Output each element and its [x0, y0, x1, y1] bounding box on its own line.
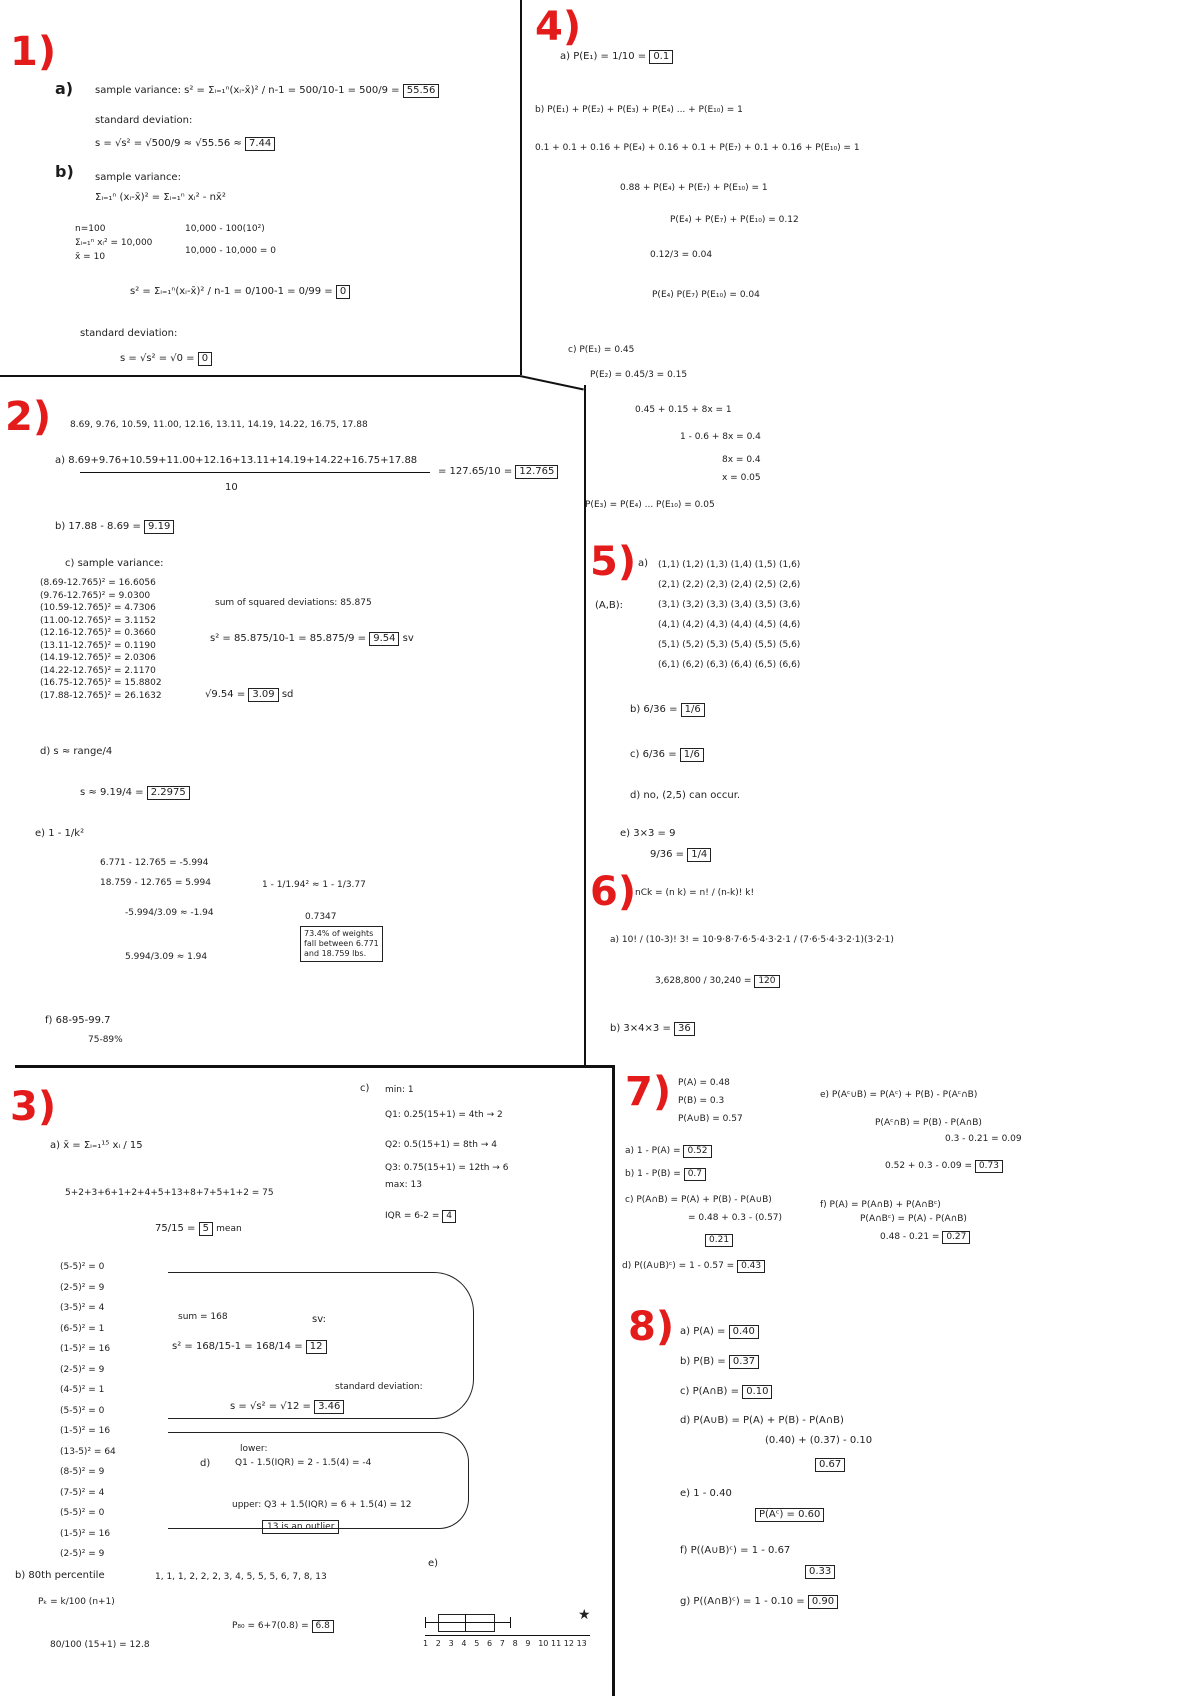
- p8-e-answer: P(Aᶜ) = 0.60: [755, 1508, 824, 1522]
- p7-a-answer: 0.52: [683, 1145, 711, 1158]
- p3-b-p80-answer: 6.8: [312, 1620, 334, 1633]
- p1-b-var-text: s² = Σᵢ₌₁ⁿ(xᵢ-x̄)² / n-1 = 0/100-1 = 0/99 =: [130, 286, 333, 297]
- p2-c-deviation-row: (14.22-12.765)² = 2.1170: [40, 665, 156, 676]
- p8-d-answer-line: [815, 1458, 845, 1472]
- p8-f-line: f) P((A∪B)ᶜ) = 1 - 0.67: [680, 1545, 791, 1556]
- p3-a-sum: 5+2+3+6+1+2+4+5+13+8+7+5+1+2 = 75: [65, 1188, 274, 1198]
- p1-b-line1: sample variance:: [95, 172, 181, 183]
- problem-7-number: 7): [625, 1069, 672, 1115]
- p1-b-sum: Σᵢ₌₁ⁿ xᵢ² = 10,000: [75, 238, 153, 248]
- boxplot-tick-label: 7: [499, 1639, 505, 1648]
- p1-b-sd-text: s = √s² = √0 =: [120, 353, 195, 364]
- p2-c-sd-answer: 3.09: [248, 688, 278, 702]
- p7-c-line2: = 0.48 + 0.3 - (0.57): [688, 1213, 783, 1223]
- p5-c-answer: 1/6: [680, 748, 704, 762]
- p3-var-answer: 12: [306, 1340, 327, 1354]
- divider-1-4-vertical: [520, 0, 522, 375]
- p7-d-line: [622, 1260, 765, 1273]
- p3-deviation-row: (1-5)² = 16: [60, 1528, 111, 1539]
- p8-c-answer: 0.10: [742, 1385, 772, 1399]
- p8-a-text: a) P(A) =: [680, 1326, 726, 1337]
- divider-2-5-vertical: [584, 385, 586, 1065]
- p3-deviation-row: (2-5)² = 9: [60, 1549, 105, 1559]
- p1-b-n: n=100: [75, 224, 106, 234]
- p4-c-line3: 0.45 + 0.15 + 8x = 1: [635, 405, 732, 415]
- p2-c-var-line: [210, 632, 414, 646]
- p3-deviation-row: (7-5)² = 4: [60, 1487, 105, 1498]
- boxplot-tick-label: 8: [512, 1639, 518, 1648]
- p3-a-line: a) x̄ = Σᵢ₌₁¹⁵ xᵢ / 15: [50, 1140, 143, 1151]
- p6-b-answer: 36: [674, 1022, 695, 1036]
- p3-c-label: c): [360, 1083, 370, 1094]
- p8-b-line: [680, 1355, 759, 1369]
- p3-sd-answer: 3.46: [314, 1400, 344, 1414]
- p8-g-answer: 0.90: [808, 1595, 838, 1609]
- p8-f-answer: 0.33: [805, 1565, 835, 1579]
- p1-b-line2: Σᵢ₌₁ⁿ (xᵢ-x̄)² = Σᵢ₌₁ⁿ xᵢ² - nx̄²: [95, 192, 226, 203]
- p1-b-sd-answer: 0: [198, 352, 212, 366]
- p1-b-var-answer: 0: [336, 285, 350, 299]
- p1-b-sd-label: standard deviation:: [80, 328, 178, 339]
- p2-d-line: [80, 786, 190, 800]
- p5-pair-row: (3,1) (3,2) (3,3) (3,4) (3,5) (3,6): [658, 600, 801, 610]
- p2-e-l3: -5.994/3.09 ≈ -1.94: [125, 908, 214, 918]
- p3-deviation-row: (1-5)² = 16: [60, 1344, 111, 1354]
- p7-given1: P(A) = 0.48: [678, 1078, 730, 1088]
- p7-c-answer-line: [705, 1234, 733, 1247]
- p2-c-sd-tag: sd: [281, 689, 294, 700]
- p3-d-lower-label: lower:: [240, 1444, 268, 1454]
- boxplot-max-cap: [510, 1617, 511, 1628]
- p2-c-deviation-row: (14.19-12.765)² = 2.0306: [40, 653, 156, 663]
- p4-b-line1: b) P(E₁) + P(E₂) + P(E₃) + P(E₄) ... + P(E₁₀) = 1: [535, 105, 743, 115]
- divider-2-3-horizontal: [15, 1065, 615, 1068]
- problem-3-number: 3): [10, 1084, 57, 1130]
- boxplot-tick-label: 4: [461, 1639, 467, 1648]
- p2-c-var-text: s² = 85.875/10-1 = 85.875/9 =: [210, 633, 367, 644]
- p2-a-answer: 12.765: [515, 465, 558, 479]
- p3-c-q3: Q3: 0.75(15+1) = 12th → 6: [385, 1163, 509, 1173]
- p8-e-answer-line: [755, 1508, 824, 1522]
- p1-b-label: b): [55, 162, 74, 181]
- p4-c-line6: x = 0.05: [722, 473, 761, 483]
- p7-f-line1: f) P(A) = P(A∩B) + P(A∩Bᶜ): [820, 1200, 941, 1210]
- p7-f-line2: P(A∩Bᶜ) = P(A) - P(A∩B): [860, 1214, 967, 1224]
- problem-4-number: 4): [535, 4, 582, 50]
- p3-a-mean-line: [155, 1222, 242, 1236]
- problem-5-number: 5): [590, 539, 637, 585]
- p2-f-line: f) 68-95-99.7: [45, 1015, 111, 1026]
- p5-b-answer: 1/6: [681, 703, 705, 717]
- p2-c-deviation-row: (11.00-12.765)² = 3.1152: [40, 615, 156, 626]
- p4-a-answer: 0.1: [649, 50, 673, 64]
- boxplot-tick-label: 2: [435, 1639, 441, 1648]
- p3-a-mean-text: 75/15 =: [155, 1223, 196, 1234]
- p1-b-mean: x̄ = 10: [75, 252, 106, 262]
- divider-3-7-vertical: [612, 1065, 615, 1696]
- p3-c-iqr-answer: 4: [442, 1210, 456, 1223]
- p2-c-label: c) sample variance:: [65, 558, 164, 569]
- p8-a-line: [680, 1325, 759, 1339]
- boxplot-tick-label: 6: [487, 1639, 493, 1648]
- p6-a-calc: 3,628,800 / 30,240 =: [655, 976, 752, 986]
- problem-6-number: 6): [590, 869, 637, 915]
- p1-sd-label: standard deviation:: [95, 115, 193, 126]
- p2-c-deviation-row: (12.16-12.765)² = 0.3660: [40, 628, 156, 638]
- p7-e-line1: e) P(Aᶜ∪B) = P(Aᶜ) + P(B) - P(Aᶜ∩B): [820, 1090, 978, 1100]
- p3-deviation-row: (3-5)² = 4: [60, 1303, 105, 1313]
- p7-f-text: 0.48 - 0.21 =: [880, 1232, 940, 1242]
- p5-pair-row: (6,1) (6,2) (6,3) (6,4) (6,5) (6,6): [658, 660, 801, 670]
- p1-b-calc1: 10,000 - 100(10²): [185, 224, 265, 234]
- p3-b-p80: [232, 1620, 334, 1633]
- p4-b-line2: 0.1 + 0.1 + 0.16 + P(E₄) + 0.16 + 0.1 + P(E₇) + 0.1 + 0.16 + P(E₁₀) = 1: [535, 143, 860, 153]
- p7-f-answer: 0.27: [942, 1231, 970, 1244]
- p8-c-text: c) P(A∩B) =: [680, 1386, 739, 1397]
- p2-c-sum-label: sum of squared deviations: 85.875: [215, 598, 372, 608]
- p2-e-label: e) 1 - 1/k²: [35, 828, 85, 839]
- p7-e-line4: [885, 1160, 1003, 1173]
- p7-e-line3: 0.3 - 0.21 = 0.09: [945, 1134, 1022, 1144]
- p5-e-text: 9/36 =: [650, 849, 685, 860]
- p1-a-variance-line: [95, 84, 439, 98]
- p2-c-deviation-row: (17.88-12.765)² = 26.1632: [40, 690, 162, 701]
- p5-e-answer: 1/4: [687, 848, 711, 862]
- p5-e-line1: e) 3×3 = 9: [620, 828, 676, 839]
- p8-e-line: e) 1 - 0.40: [680, 1488, 732, 1499]
- p6-a-line: a) 10! / (10-3)! 3! = 10·9·8·7·6·5·4·3·2·1 / (7·6·5·4·3·2·1)(3·2·1): [610, 935, 894, 945]
- p7-b-line: [625, 1168, 706, 1181]
- p3-boxplot: [420, 1605, 595, 1665]
- p3-sd-label: standard deviation:: [335, 1382, 423, 1392]
- p2-e-l1: 6.771 - 12.765 = -5.994: [100, 858, 209, 868]
- p2-b-line: [55, 520, 174, 534]
- p4-a-text: a) P(E₁) = 1/10 =: [560, 51, 647, 62]
- p3-e-label: e): [428, 1558, 439, 1569]
- p6-intro: nCk = (n k) = n! / (n-k)! k!: [635, 888, 755, 898]
- p7-a-text: a) 1 - P(A) =: [625, 1146, 681, 1156]
- p4-c-line1: c) P(E₁) = 0.45: [568, 345, 635, 355]
- boxplot-tick-label: 9: [525, 1639, 531, 1648]
- p5-c-text: c) 6/36 =: [630, 749, 677, 760]
- p5-e-line2: [650, 848, 711, 862]
- p7-e-line2: P(Aᶜ∩B) = P(B) - P(A∩B): [875, 1118, 982, 1128]
- p2-b-text: b) 17.88 - 8.69 =: [55, 521, 141, 532]
- boxplot-min-cap: [425, 1617, 426, 1628]
- p6-b-text: b) 3×4×3 =: [610, 1023, 671, 1034]
- p4-a-line: [560, 50, 673, 64]
- boxplot-tick-label: 1: [423, 1639, 429, 1648]
- p2-d-answer: 2.2975: [147, 786, 190, 800]
- p2-a-fraction: = 127.65/10 =: [438, 466, 513, 477]
- p1-sd-answer: 7.44: [245, 137, 275, 151]
- p3-b-formula: Pₖ = k/100 (n+1): [38, 1597, 115, 1607]
- p3-sd-line: [230, 1400, 344, 1414]
- p3-a-mean-answer: 5: [199, 1222, 213, 1236]
- p3-sd-text: s = √s² = √12 =: [230, 1401, 311, 1412]
- p3-deviation-row: (5-5)² = 0: [60, 1262, 105, 1272]
- p3-deviation-row: (5-5)² = 0: [60, 1508, 105, 1518]
- p3-c-max: max: 13: [385, 1180, 422, 1190]
- p7-c-answer: 0.21: [705, 1234, 733, 1247]
- p5-b-line: [630, 703, 705, 717]
- p2-c-var-answer: 9.54: [369, 632, 399, 646]
- p1-sd-line: [95, 137, 275, 151]
- problem-1-number: 1): [10, 29, 57, 75]
- p3-d-upper: upper: Q3 + 1.5(IQR) = 6 + 1.5(4) = 12: [232, 1500, 412, 1510]
- p2-c-deviation-row: (9.76-12.765)² = 9.0300: [40, 590, 151, 601]
- p8-a-answer: 0.40: [729, 1325, 759, 1339]
- p5-d-line: d) no, (2,5) can occur.: [630, 790, 741, 801]
- p4-b-line4: P(E₄) + P(E₇) + P(E₁₀) = 0.12: [670, 215, 799, 225]
- p2-e-chebyshev: 1 - 1/1.94² ≈ 1 - 1/3.77: [262, 880, 366, 890]
- p2-data: 8.69, 9.76, 10.59, 11.00, 12.16, 13.11, 14.19, 14.22, 16.75, 17.88: [70, 420, 368, 430]
- p3-deviation-row: (4-5)² = 1: [60, 1385, 105, 1395]
- p7-f-line3: [880, 1231, 970, 1244]
- p7-b-answer: 0.7: [684, 1168, 706, 1181]
- p1-a-variance-text: sample variance: s² = Σᵢ₌₁ⁿ(xᵢ-x̄)² / n-1 = 500/10-1 = 500/9 =: [95, 85, 400, 96]
- p3-d-bracket: [168, 1432, 469, 1529]
- p8-f-answer-line: [805, 1565, 835, 1579]
- p3-d-label: d): [200, 1458, 211, 1469]
- p6-b-line: [610, 1022, 695, 1036]
- p2-e-conclusion-box: 73.4% of weights fall between 6.771 and 18.759 lbs.: [300, 926, 383, 962]
- p4-c-line7: P(E₃) = P(E₄) ... P(E₁₀) = 0.05: [585, 500, 715, 510]
- p3-deviation-row: (5-5)² = 0: [60, 1405, 105, 1416]
- p3-deviation-row: (2-5)² = 9: [60, 1364, 105, 1375]
- boxplot-tick-label: 13: [576, 1639, 587, 1648]
- boxplot-outlier-star: ★: [578, 1607, 591, 1623]
- p7-e-answer: 0.73: [975, 1160, 1003, 1173]
- p3-c-min: min: 1: [385, 1085, 414, 1095]
- p3-d-lower: Q1 - 1.5(IQR) = 2 - 1.5(4) = -4: [235, 1458, 372, 1468]
- p6-a-calc-line: [655, 975, 780, 988]
- p3-var-text: s² = 168/15-1 = 168/14 =: [172, 1341, 303, 1352]
- p2-c-sd-text: √9.54 =: [205, 689, 246, 700]
- p1-sd-text: s = √s² = √500/9 ≈ √55.56 ≈: [95, 138, 242, 149]
- p3-b-sorted: 1, 1, 1, 2, 2, 2, 3, 4, 5, 5, 5, 6, 7, 8, 13: [155, 1572, 327, 1582]
- p7-e-text: 0.52 + 0.3 - 0.09 =: [885, 1161, 973, 1171]
- p3-c-iqr-text: IQR = 6-2 =: [385, 1211, 440, 1221]
- divider-1-2-horizontal: [0, 375, 520, 377]
- p2-a-line: a) 8.69+9.76+10.59+11.00+12.16+13.11+14.19+14.22+16.75+17.88: [55, 455, 418, 466]
- p6-a-answer: 120: [754, 975, 779, 988]
- p1-b-var-line: [130, 285, 350, 299]
- p5-c-line: [630, 748, 704, 762]
- boxplot-tick-label: 10: [538, 1639, 549, 1648]
- p2-a-fraction-bar: [80, 472, 430, 473]
- p2-c-sv-tag: sv: [402, 633, 414, 644]
- p3-a-mean-tag: mean: [216, 1224, 242, 1234]
- boxplot-tick-label: 11: [551, 1639, 562, 1648]
- p3-deviation-row: (1-5)² = 16: [60, 1426, 111, 1436]
- boxplot-tick-label: 3: [448, 1639, 454, 1648]
- p8-g-line: [680, 1595, 838, 1609]
- p7-d-answer: 0.43: [737, 1260, 765, 1273]
- p1-b-sd-line: [120, 352, 212, 366]
- p8-d-answer: 0.67: [815, 1458, 845, 1472]
- p2-a-result: [438, 465, 558, 479]
- p7-a-line: [625, 1145, 712, 1158]
- p3-c-q1: Q1: 0.25(15+1) = 4th → 2: [385, 1110, 503, 1120]
- p2-d-text: s ≈ 9.19/4 =: [80, 787, 144, 798]
- p3-b-line: b) 80th percentile: [15, 1570, 105, 1581]
- p8-d-line1: d) P(A∪B) = P(A) + P(B) - P(A∩B): [680, 1415, 844, 1426]
- p2-b-answer: 9.19: [144, 520, 174, 534]
- p2-f-line2: 75-89%: [88, 1035, 123, 1045]
- p5-pair-row: (5,1) (5,2) (5,3) (5,4) (5,5) (5,6): [658, 640, 801, 650]
- boxplot-tick-label: 12: [563, 1639, 574, 1648]
- p4-c-line2: P(E₂) = 0.45/3 = 0.15: [590, 370, 688, 380]
- divider-2-4-slant: [520, 375, 584, 390]
- p5-ab-label: (A,B):: [595, 600, 624, 611]
- p2-c-deviation-row: (10.59-12.765)² = 4.7306: [40, 603, 156, 613]
- p8-d-line2: (0.40) + (0.37) - 0.10: [765, 1435, 873, 1446]
- p1-b-calc2: 10,000 - 10,000 = 0: [185, 246, 276, 256]
- p5-pair-row: (1,1) (1,2) (1,3) (1,4) (1,5) (1,6): [658, 560, 801, 570]
- p3-var-line: [172, 1340, 327, 1354]
- p2-d-label: d) s ≈ range/4: [40, 746, 113, 757]
- problem-2-number: 2): [5, 394, 52, 440]
- p2-c-deviation-row: (16.75-12.765)² = 15.8802: [40, 678, 162, 688]
- boxplot-axis: [425, 1635, 590, 1636]
- p7-given2: P(B) = 0.3: [678, 1096, 725, 1106]
- problem-8-number: 8): [628, 1304, 675, 1350]
- p2-e-l4: 5.994/3.09 ≈ 1.94: [125, 952, 208, 962]
- p2-c-deviation-row: (8.69-12.765)² = 16.6056: [40, 578, 156, 588]
- p3-sv-label: sv:: [312, 1314, 326, 1325]
- p4-b-line5: 0.12/3 = 0.04: [650, 250, 713, 260]
- p8-b-answer: 0.37: [729, 1355, 759, 1369]
- p5-pair-row: (4,1) (4,2) (4,3) (4,4) (4,5) (4,6): [658, 620, 801, 630]
- p5-b-text: b) 6/36 =: [630, 704, 678, 715]
- p7-d-text: d) P((A∪B)ᶜ) = 1 - 0.57 =: [622, 1261, 735, 1271]
- p7-b-text: b) 1 - P(B) =: [625, 1169, 681, 1179]
- p2-c-sd-line: [205, 688, 293, 702]
- p3-b-p80-text: P₈₀ = 6+7(0.8) =: [232, 1621, 309, 1631]
- p2-e-l2: 18.759 - 12.765 = 5.994: [100, 878, 211, 888]
- p3-deviation-row: (2-5)² = 9: [60, 1282, 105, 1293]
- p4-b-line6: P(E₄) P(E₇) P(E₁₀) = 0.04: [652, 290, 760, 300]
- p4-c-line5: 8x = 0.4: [722, 455, 761, 465]
- p3-deviation-row: (6-5)² = 1: [60, 1323, 105, 1334]
- p8-b-text: b) P(B) =: [680, 1356, 726, 1367]
- p1-a-label: a): [55, 79, 74, 98]
- p1-a-answer: 55.56: [403, 84, 440, 98]
- p3-deviation-row: (8-5)² = 9: [60, 1467, 105, 1477]
- p8-c-line: [680, 1385, 772, 1399]
- p3-b-calc: 80/100 (15+1) = 12.8: [50, 1640, 150, 1650]
- p7-c-line1: c) P(A∩B) = P(A) + P(B) - P(A∪B): [625, 1195, 772, 1205]
- p3-deviation-row: (13-5)² = 64: [60, 1446, 116, 1457]
- boxplot-median: [465, 1614, 466, 1631]
- p2-a-denominator: 10: [225, 482, 238, 493]
- p4-b-line3: 0.88 + P(E₄) + P(E₇) + P(E₁₀) = 1: [620, 183, 768, 193]
- p3-c-iqr-line: [385, 1210, 456, 1223]
- boxplot-tick-label: 5: [474, 1639, 480, 1648]
- p5-a-label: a): [638, 558, 649, 569]
- p4-c-line4: 1 - 0.6 + 8x = 0.4: [680, 432, 761, 442]
- p3-d-outlier-box: 13 is an outlier: [262, 1520, 339, 1534]
- p7-given3: P(A∪B) = 0.57: [678, 1114, 743, 1124]
- p2-e-value: 0.7347: [305, 912, 337, 922]
- boxplot-box: [438, 1614, 495, 1632]
- p3-sum-label: sum = 168: [178, 1312, 228, 1322]
- p8-g-text: g) P((A∩B)ᶜ) = 1 - 0.10 =: [680, 1596, 805, 1607]
- p2-c-deviation-row: (13.11-12.765)² = 0.1190: [40, 640, 156, 651]
- p3-c-q2: Q2: 0.5(15+1) = 8th → 4: [385, 1140, 497, 1150]
- p5-pair-row: (2,1) (2,2) (2,3) (2,4) (2,5) (2,6): [658, 580, 801, 590]
